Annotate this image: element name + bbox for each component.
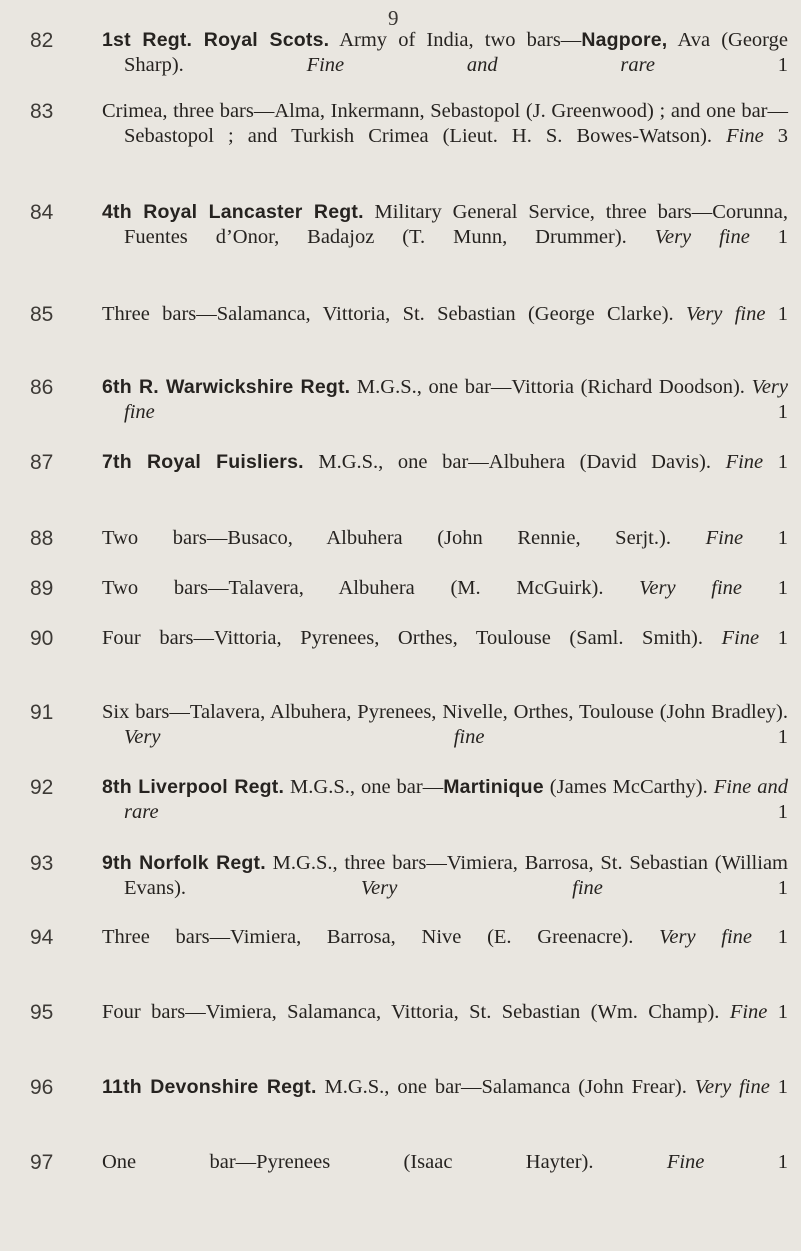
- lot-entry: [30, 851, 788, 901]
- quantity: 1: [654, 54, 789, 76]
- lot-text: Four bars—Vimiera, Salamanca, Vittoria, St. Sebastian (Wm. Champ).: [102, 1001, 730, 1023]
- page-number: 9: [388, 6, 399, 30]
- regiment-heading: 9th Norfolk Regt.: [102, 852, 266, 874]
- lot-description: [102, 28, 788, 78]
- lot-text: Two bars—Talavera, Albuhera (M. McGuirk).: [102, 577, 640, 599]
- lot-entry: [30, 775, 788, 825]
- lot-number: 85: [30, 303, 54, 326]
- lot-text: M.G.S., one bar—Salamanca (John Frear).: [316, 1076, 695, 1098]
- lot-entry: [30, 28, 788, 78]
- lot-description: [102, 775, 788, 825]
- lot-text: Army of India, two bars—: [329, 29, 582, 51]
- condition-grade: Very fine: [685, 303, 766, 325]
- condition-grade: Very fine: [654, 226, 750, 248]
- bar-name-bold: Nagpore,: [581, 29, 668, 51]
- condition-grade: Fine: [726, 125, 764, 147]
- lot-number: 97: [30, 1151, 54, 1174]
- lot-entry: [30, 626, 788, 651]
- lot-entry: [30, 576, 788, 601]
- lot-description: [102, 925, 788, 950]
- lot-number: 83: [30, 100, 54, 123]
- lot-description: [102, 375, 788, 425]
- quantity: 1: [769, 1076, 788, 1098]
- condition-grade: Fine and rare: [124, 776, 788, 823]
- lot-number: 87: [30, 451, 54, 474]
- condition-grade: Fine: [725, 451, 764, 473]
- lot-text: Military General Service, three bars—Corunna, Fuentes d’Onor, Badajoz (T. Munn, Drummer).: [124, 201, 788, 248]
- bar-name-bold: Martinique: [443, 776, 544, 798]
- quantity: 1: [742, 577, 788, 599]
- lot-text: Four bars—Vittoria, Pyrenees, Orthes, Toulouse (Saml. Smith).: [102, 627, 722, 649]
- condition-grade: Fine: [705, 527, 744, 549]
- quantity: 1: [602, 877, 788, 899]
- lot-text: One bar—Pyrenees (Isaac Hayter).: [102, 1151, 667, 1173]
- lot-entry: [30, 99, 788, 149]
- lot-entry: [30, 1075, 788, 1100]
- quantity: 1: [154, 401, 788, 423]
- condition-grade: Fine: [666, 1151, 705, 1173]
- condition-grade: Very fine: [639, 577, 743, 599]
- condition-grade: Fine and rare: [306, 54, 655, 76]
- quantity: 1: [704, 1151, 788, 1173]
- lot-description: [102, 626, 788, 651]
- lot-entry: [30, 700, 788, 750]
- lot-text: M.G.S., one bar—: [284, 776, 444, 798]
- quantity: 1: [765, 303, 789, 325]
- lot-text: Six bars—Talavera, Albuhera, Pyrenees, Nivelle, Orthes, Toulouse (John Bradley).: [102, 701, 788, 723]
- lot-description: [102, 1075, 788, 1100]
- lot-text: Three bars—Salamanca, Vittoria, St. Sebastian (George Clarke).: [102, 303, 686, 325]
- lot-number: 95: [30, 1001, 54, 1024]
- lot-text: M.G.S., one bar—Vittoria (Richard Doodson).: [350, 376, 752, 398]
- lot-entry: [30, 1150, 788, 1175]
- lot-text-continued: (James McCarthy).: [543, 776, 714, 798]
- quantity: 1: [749, 226, 789, 248]
- lot-text: M.G.S., three bars—Vimiera, Barrosa, St. Sebastian (William Evans).: [124, 852, 788, 899]
- regiment-heading: 8th Liverpool Regt.: [102, 776, 285, 798]
- quantity: 1: [752, 926, 788, 948]
- lot-description: [102, 1000, 788, 1025]
- lot-entry: [30, 375, 788, 425]
- lot-entry: [30, 526, 788, 551]
- lot-description: [102, 851, 788, 901]
- lot-number: 93: [30, 852, 54, 875]
- condition-grade: Very fine: [124, 726, 485, 748]
- lot-text: Crimea, three bars—Alma, Inkermann, Sebastopol (J. Greenwood) ; and one bar—Sebastopol ; and Turkish Crimea (Lieut. H. S. Bowes-Watson).: [102, 100, 788, 147]
- regiment-heading: 11th Devonshire Regt.: [102, 1076, 317, 1098]
- lot-text: M.G.S., one bar—Albuhera (David Davis).: [303, 451, 726, 473]
- quantity: 3: [763, 125, 789, 147]
- lot-description: [102, 99, 788, 149]
- regiment-heading: 7th Royal Fuisliers.: [102, 451, 304, 473]
- condition-grade: Very fine: [659, 926, 753, 948]
- lot-number: 94: [30, 926, 54, 949]
- regiment-heading: 4th Royal Lancaster Regt.: [102, 201, 364, 223]
- condition-grade: Fine: [721, 627, 760, 649]
- lot-number: 89: [30, 577, 54, 600]
- lot-entry: [30, 450, 788, 475]
- quantity: 1: [763, 451, 789, 473]
- lot-entry: [30, 925, 788, 950]
- condition-grade: Fine: [729, 1001, 768, 1023]
- lot-number: 86: [30, 376, 54, 399]
- quantity: 1: [767, 1001, 789, 1023]
- condition-grade: Very fine: [360, 877, 603, 899]
- lot-description: [102, 526, 788, 551]
- lot-text: Three bars—Vimiera, Barrosa, Nive (E. Greenacre).: [102, 926, 660, 948]
- lot-description: [102, 200, 788, 250]
- lot-text-continued: Ava (George Sharp).: [124, 29, 788, 76]
- condition-grade: Very fine: [694, 1076, 770, 1098]
- regiment-heading: 6th R. Warwickshire Regt.: [102, 376, 351, 398]
- lot-number: 90: [30, 627, 54, 650]
- lot-number: 84: [30, 201, 54, 224]
- lot-number: 96: [30, 1076, 54, 1099]
- lot-number: 91: [30, 701, 54, 724]
- lot-number: 82: [30, 29, 54, 52]
- lot-description: [102, 1150, 788, 1175]
- lot-description: [102, 302, 788, 327]
- condition-grade: Very fine: [124, 376, 788, 423]
- lot-description: [102, 700, 788, 750]
- quantity: 1: [743, 527, 788, 549]
- lot-description: [102, 576, 788, 601]
- lot-text: Two bars—Busaco, Albuhera (John Rennie, Serjt.).: [102, 527, 706, 549]
- quantity: 1: [158, 801, 788, 823]
- lot-entry: [30, 1000, 788, 1025]
- lot-number: 88: [30, 527, 54, 550]
- quantity: 1: [759, 627, 789, 649]
- lot-number: 92: [30, 776, 54, 799]
- lot-entry: [30, 200, 788, 250]
- lot-entry: [30, 302, 788, 327]
- regiment-heading: 1st Regt. Royal Scots.: [102, 29, 330, 51]
- lot-description: [102, 450, 788, 475]
- quantity: 1: [484, 726, 789, 748]
